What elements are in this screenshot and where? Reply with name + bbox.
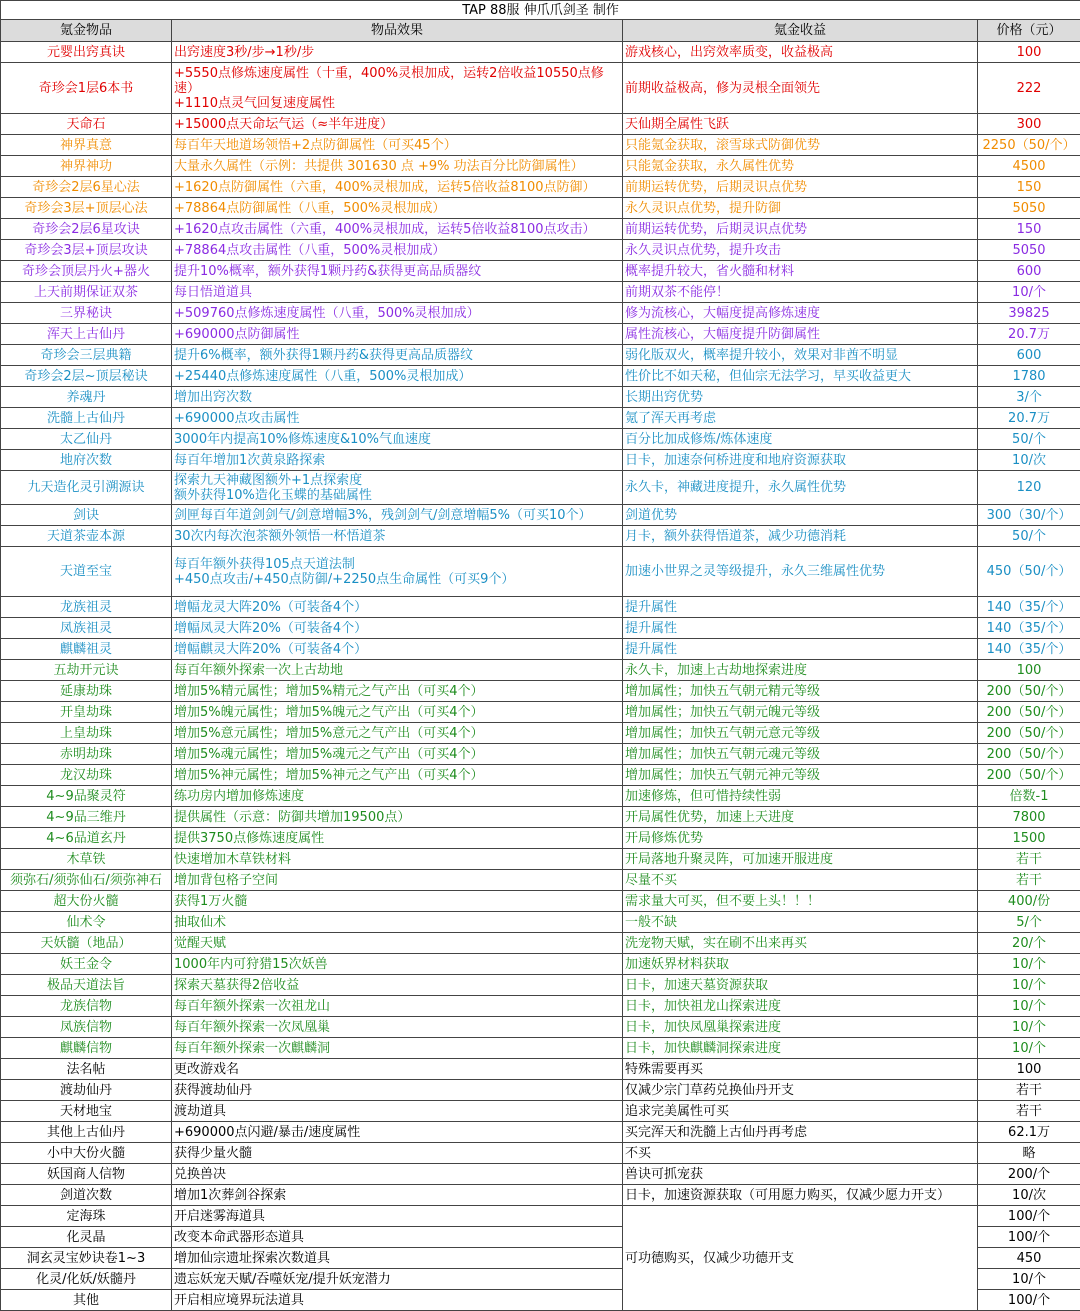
table-row xyxy=(1,505,1080,526)
item-name-cell: 九天造化灵引溯源诀 xyxy=(1,471,172,505)
item-effect-cell: 提升10%概率，额外获得1颗丹药&获得更高品质器纹 xyxy=(172,261,623,282)
item-effect-cell: 3000年内提高10%修炼速度&10%气血速度 xyxy=(172,429,623,450)
item-name-cell: 仙术令 xyxy=(1,912,172,933)
item-name-cell: 养魂丹 xyxy=(1,387,172,408)
item-benefit-cell: 永久卡，加速上古劫地探索进度 xyxy=(623,660,978,681)
item-benefit-cell: 长期出窍优势 xyxy=(623,387,978,408)
item-name-cell: 须弥石/须弥仙石/须弥神石 xyxy=(1,870,172,891)
table-row xyxy=(1,975,1080,996)
table-row xyxy=(1,1143,1080,1164)
table-row xyxy=(1,597,1080,618)
item-benefit-cell: 开局落地升聚灵阵，可加速开服进度 xyxy=(623,849,978,870)
item-name-cell: 天妖髓（地品） xyxy=(1,933,172,954)
item-price-cell: 200（50/个） xyxy=(978,702,1080,723)
item-price-cell: 3/个 xyxy=(978,387,1080,408)
table-row xyxy=(1,156,1080,177)
item-price-cell: 若干 xyxy=(978,1080,1080,1101)
table-row xyxy=(1,996,1080,1017)
item-effect-cell: 提供3750点修炼速度属性 xyxy=(172,828,623,849)
table-row xyxy=(1,891,1080,912)
item-name-cell: 剑道次数 xyxy=(1,1185,172,1206)
item-price-cell: 140（35/个） xyxy=(978,639,1080,660)
item-benefit-cell: 剑道优势 xyxy=(623,505,978,526)
item-name-cell: 4~9品三维丹 xyxy=(1,807,172,828)
table-row xyxy=(1,786,1080,807)
item-benefit-cell: 开局属性优势，加速上天进度 xyxy=(623,807,978,828)
item-name-cell: 其他上古仙丹 xyxy=(1,1122,172,1143)
table-row xyxy=(1,639,1080,660)
header-price: 价格（元） xyxy=(978,20,1080,42)
item-price-cell: 200（50/个） xyxy=(978,681,1080,702)
item-price-cell: 若干 xyxy=(978,1101,1080,1122)
item-benefit-cell: 特殊需要再买 xyxy=(623,1059,978,1080)
table-row xyxy=(1,849,1080,870)
item-price-cell: 50/个 xyxy=(978,429,1080,450)
item-effect-cell: 30次内每次泡茶额外领悟一杯悟道茶 xyxy=(172,526,623,547)
table-row xyxy=(1,933,1080,954)
item-effect-cell: 探索天墓获得2倍收益 xyxy=(172,975,623,996)
item-effect-cell: 增幅麒灵大阵20%（可装备4个） xyxy=(172,639,623,660)
item-effect-cell: +690000点闪避/暴击/速度属性 xyxy=(172,1122,623,1143)
item-benefit-cell: 永久灵识点优势，提升防御 xyxy=(623,198,978,219)
item-name-cell: 奇珍会3层+顶层攻诀 xyxy=(1,240,172,261)
item-effect-cell: 开启相应境界玩法道具 xyxy=(172,1290,623,1311)
table-row xyxy=(1,42,1080,63)
item-price-cell: 5/个 xyxy=(978,912,1080,933)
item-price-cell: 略 xyxy=(978,1143,1080,1164)
item-effect-cell: +25440点修炼速度属性（八重，500%灵根加成） xyxy=(172,366,623,387)
item-name-cell: 天命石 xyxy=(1,114,172,135)
item-effect-cell: 剑匣每百年道剑剑气/剑意增幅3%，残剑剑气/剑意增幅5%（可买10个） xyxy=(172,505,623,526)
item-benefit-cell: 日卡，加速奈何桥进度和地府资源获取 xyxy=(623,450,978,471)
item-price-cell: 100/个 xyxy=(978,1206,1080,1227)
item-name-cell: 上天前期保证双茶 xyxy=(1,282,172,303)
table-row xyxy=(1,765,1080,786)
table-row xyxy=(1,1185,1080,1206)
table-row xyxy=(1,471,1080,505)
table-row xyxy=(1,1038,1080,1059)
item-benefit-cell: 氪了浑天再考虑 xyxy=(623,408,978,429)
item-effect-cell: 增加5%意元属性；增加5%意元之气产出（可买4个） xyxy=(172,723,623,744)
item-effect-cell: 每百年天地道场领悟+2点防御属性（可买45个） xyxy=(172,135,623,156)
item-benefit-cell: 日卡，加速天墓资源获取 xyxy=(623,975,978,996)
item-effect-cell: 增幅龙灵大阵20%（可装备4个） xyxy=(172,597,623,618)
item-price-cell: 150 xyxy=(978,219,1080,240)
item-benefit-cell: 日卡，加快麒麟洞探索进度 xyxy=(623,1038,978,1059)
item-benefit-cell: 不买 xyxy=(623,1143,978,1164)
item-name-cell: 奇珍会2层6星心法 xyxy=(1,177,172,198)
item-effect-cell: 获得渡劫仙丹 xyxy=(172,1080,623,1101)
table-row xyxy=(1,114,1080,135)
table-row xyxy=(1,261,1080,282)
item-price-cell: 600 xyxy=(978,345,1080,366)
item-price-cell: 140（35/个） xyxy=(978,597,1080,618)
item-price-cell: 10/个 xyxy=(978,996,1080,1017)
item-name-cell: 其他 xyxy=(1,1290,172,1311)
item-price-cell: 5050 xyxy=(978,198,1080,219)
item-benefit-cell: 属性流核心，大幅度提升防御属性 xyxy=(623,324,978,345)
item-name-cell: 天道至宝 xyxy=(1,547,172,597)
item-price-cell: 倍数-1 xyxy=(978,786,1080,807)
item-price-cell: 150 xyxy=(978,177,1080,198)
table-row xyxy=(1,366,1080,387)
item-effect-cell: 每日悟道道具 xyxy=(172,282,623,303)
item-name-cell: 剑诀 xyxy=(1,505,172,526)
item-price-cell: 600 xyxy=(978,261,1080,282)
table-row xyxy=(1,1080,1080,1101)
item-benefit-cell: 永久灵识点优势，提升攻击 xyxy=(623,240,978,261)
item-effect-cell: +5550点修炼速度属性（十重，400%灵根加成，运转2倍收益10550点修速） +1110点灵气回复速度属性 xyxy=(172,63,623,114)
item-effect-cell: 提供属性（示意：防御共增加19500点） xyxy=(172,807,623,828)
item-effect-cell: 增加5%精元属性；增加5%精元之气产出（可买4个） xyxy=(172,681,623,702)
item-benefit-cell: 增加属性；加快五气朝元魂元等级 xyxy=(623,744,978,765)
item-benefit-cell: 提升属性 xyxy=(623,639,978,660)
table-row xyxy=(1,954,1080,975)
item-effect-cell: 探索九天神藏图额外+1点探索度 额外获得10%造化玉蝶的基础属性 xyxy=(172,471,623,505)
item-effect-cell: 增加1次葬剑谷探索 xyxy=(172,1185,623,1206)
item-benefit-cell: 修为流核心，大幅度提高修炼速度 xyxy=(623,303,978,324)
table-row xyxy=(1,282,1080,303)
item-price-cell: 39825 xyxy=(978,303,1080,324)
item-price-cell: 若干 xyxy=(978,849,1080,870)
table-row xyxy=(1,177,1080,198)
item-price-cell: 10/个 xyxy=(978,1269,1080,1290)
item-price-cell: 100/个 xyxy=(978,1290,1080,1311)
item-name-cell: 4~6品道玄丹 xyxy=(1,828,172,849)
item-effect-cell: 增加5%魂元属性；增加5%魂元之气产出（可买4个） xyxy=(172,744,623,765)
item-name-cell: 奇珍会2层6星攻诀 xyxy=(1,219,172,240)
item-effect-cell: 增幅凤灵大阵20%（可装备4个） xyxy=(172,618,623,639)
item-effect-cell: 增加仙宗遗址探索次数道具 xyxy=(172,1248,623,1269)
table-row xyxy=(1,240,1080,261)
item-effect-cell: +690000点攻击属性 xyxy=(172,408,623,429)
table-row xyxy=(1,912,1080,933)
table-row xyxy=(1,828,1080,849)
item-benefit-cell: 兽诀可抓宠获 xyxy=(623,1164,978,1185)
item-price-cell: 7800 xyxy=(978,807,1080,828)
item-benefit-cell: 前期运转优势，后期灵识点优势 xyxy=(623,219,978,240)
item-benefit-cell: 开局修炼优势 xyxy=(623,828,978,849)
table-row xyxy=(1,1206,1080,1227)
table-row xyxy=(1,1122,1080,1143)
item-effect-cell: 兑换兽决 xyxy=(172,1164,623,1185)
item-effect-cell: 每百年增加1次黄泉路探索 xyxy=(172,450,623,471)
item-benefit-cell: 天仙期全属性飞跃 xyxy=(623,114,978,135)
item-benefit-cell: 前期运转优势，后期灵识点优势 xyxy=(623,177,978,198)
item-name-cell: 天道茶壶本源 xyxy=(1,526,172,547)
item-name-cell: 神界神功 xyxy=(1,156,172,177)
item-effect-cell: 觉醒天赋 xyxy=(172,933,623,954)
item-price-cell: 若干 xyxy=(978,870,1080,891)
item-price-cell: 200（50/个） xyxy=(978,723,1080,744)
item-name-cell: 元婴出窍真诀 xyxy=(1,42,172,63)
item-benefit-cell: 提升属性 xyxy=(623,597,978,618)
table-row xyxy=(1,387,1080,408)
item-benefit-cell: 日卡，加速资源获取（可用愿力购买，仅减少愿力开支） xyxy=(623,1185,978,1206)
item-benefit-cell: 日卡，加快凤凰巢探索进度 xyxy=(623,1017,978,1038)
item-name-cell: 龙汉劫珠 xyxy=(1,765,172,786)
item-benefit-cell: 追求完美属性可买 xyxy=(623,1101,978,1122)
item-price-cell: 20.7万 xyxy=(978,324,1080,345)
table-row xyxy=(1,1059,1080,1080)
item-name-cell: 奇珍会顶层丹火+器火 xyxy=(1,261,172,282)
item-effect-cell: 增加5%魄元属性；增加5%魄元之气产出（可买4个） xyxy=(172,702,623,723)
item-effect-cell: 遗忘妖宠天赋/吞噬妖宠/提升妖宠潜力 xyxy=(172,1269,623,1290)
item-price-cell: 450（50/个） xyxy=(978,547,1080,597)
item-benefit-cell: 加速妖界材料获取 xyxy=(623,954,978,975)
table-row xyxy=(1,526,1080,547)
item-effect-cell: 开启迷雾海道具 xyxy=(172,1206,623,1227)
item-price-cell: 450 xyxy=(978,1248,1080,1269)
item-name-cell: 凤族信物 xyxy=(1,1017,172,1038)
item-effect-cell: 快速增加木草铁材料 xyxy=(172,849,623,870)
item-name-cell: 五劫开元诀 xyxy=(1,660,172,681)
item-price-cell: 2250（50/个） xyxy=(978,135,1080,156)
item-price-cell: 100 xyxy=(978,1059,1080,1080)
table-row xyxy=(1,345,1080,366)
table-row xyxy=(1,681,1080,702)
item-effect-cell: 获得1万火髓 xyxy=(172,891,623,912)
item-price-cell: 1500 xyxy=(978,828,1080,849)
item-name-cell: 妖王金令 xyxy=(1,954,172,975)
item-price-cell: 5050 xyxy=(978,240,1080,261)
item-benefit-cell: 游戏核心，出窍效率质变，收益极高 xyxy=(623,42,978,63)
item-name-cell: 极品天道法旨 xyxy=(1,975,172,996)
item-name-cell: 超大份火髓 xyxy=(1,891,172,912)
item-name-cell: 洞玄灵宝妙诀卷1~3 xyxy=(1,1248,172,1269)
table-row xyxy=(1,660,1080,681)
item-effect-cell: +690000点防御属性 xyxy=(172,324,623,345)
item-effect-cell: +509760点修炼速度属性（八重，500%灵根加成） xyxy=(172,303,623,324)
table-row xyxy=(1,1017,1080,1038)
item-effect-cell: +78864点防御属性（八重，500%灵根加成） xyxy=(172,198,623,219)
item-price-cell: 4500 xyxy=(978,156,1080,177)
item-price-cell: 10/个 xyxy=(978,1017,1080,1038)
item-benefit-cell: 买完浑天和洗髓上古仙丹再考虑 xyxy=(623,1122,978,1143)
table-row xyxy=(1,702,1080,723)
table-row xyxy=(1,63,1080,114)
table-row xyxy=(1,303,1080,324)
item-effect-cell: 出窍速度3秒/步→1秒/步 xyxy=(172,42,623,63)
item-name-cell: 妖国商人信物 xyxy=(1,1164,172,1185)
item-price-cell: 100 xyxy=(978,42,1080,63)
item-price-cell: 100 xyxy=(978,660,1080,681)
item-effect-cell: 增加背包格子空间 xyxy=(172,870,623,891)
item-effect-cell: 1000年内可狩猎15次妖兽 xyxy=(172,954,623,975)
item-name-cell: 上皇劫珠 xyxy=(1,723,172,744)
item-price-cell: 200（50/个） xyxy=(978,744,1080,765)
item-price-cell: 10/个 xyxy=(978,282,1080,303)
item-name-cell: 神界真意 xyxy=(1,135,172,156)
item-price-cell: 20/个 xyxy=(978,933,1080,954)
item-name-cell: 4~9品聚灵符 xyxy=(1,786,172,807)
table-row xyxy=(1,324,1080,345)
item-effect-cell: 增加5%神元属性；增加5%神元之气产出（可买4个） xyxy=(172,765,623,786)
table-row xyxy=(1,135,1080,156)
table-row xyxy=(1,807,1080,828)
item-benefit-cell: 前期收益极高，修为灵根全面领先 xyxy=(623,63,978,114)
item-effect-cell: 更改游戏名 xyxy=(172,1059,623,1080)
item-name-cell: 龙族祖灵 xyxy=(1,597,172,618)
item-benefit-cell: 提升属性 xyxy=(623,618,978,639)
item-price-cell: 222 xyxy=(978,63,1080,114)
table-row xyxy=(1,1101,1080,1122)
header-row xyxy=(1,20,1080,42)
item-benefit-cell: 日卡，加快祖龙山探索进度 xyxy=(623,996,978,1017)
item-benefit-cell: 尽量不买 xyxy=(623,870,978,891)
table-row xyxy=(1,547,1080,597)
item-effect-cell: 改变本命武器形态道具 xyxy=(172,1227,623,1248)
item-benefit-cell: 增加属性；加快五气朝元魄元等级 xyxy=(623,702,978,723)
item-benefit-cell: 仅减少宗门草药兑换仙丹开支 xyxy=(623,1080,978,1101)
item-effect-cell: 大量永久属性（示例：共提供 301630 点 +9% 功法百分比防御属性） xyxy=(172,156,623,177)
item-price-cell: 10/次 xyxy=(978,450,1080,471)
item-benefit-cell: 弱化版双火，概率提升较小，效果对非酋不明显 xyxy=(623,345,978,366)
item-price-cell: 100/个 xyxy=(978,1227,1080,1248)
item-effect-cell: +1620点防御属性（六重，400%灵根加成，运转5倍收益8100点防御） xyxy=(172,177,623,198)
item-benefit-cell: 只能氪金获取，永久属性优势 xyxy=(623,156,978,177)
item-name-cell: 奇珍会三层典籍 xyxy=(1,345,172,366)
item-price-cell: 200（50/个） xyxy=(978,765,1080,786)
item-name-cell: 奇珍会2层~顶层秘诀 xyxy=(1,366,172,387)
item-benefit-cell: 增加属性；加快五气朝元神元等级 xyxy=(623,765,978,786)
item-name-cell: 麒麟祖灵 xyxy=(1,639,172,660)
item-name-cell: 定海珠 xyxy=(1,1206,172,1227)
item-benefit-cell: 加速小世界之灵等级提升，永久三维属性优势 xyxy=(623,547,978,597)
item-benefit-cell: 只能氪金获取，滚雪球式防御优势 xyxy=(623,135,978,156)
item-price-cell: 300 xyxy=(978,114,1080,135)
item-benefit-cell: 前期双茶不能停！ xyxy=(623,282,978,303)
item-name-cell: 天材地宝 xyxy=(1,1101,172,1122)
item-name-cell: 小中大份火髓 xyxy=(1,1143,172,1164)
item-price-cell: 400/份 xyxy=(978,891,1080,912)
item-name-cell: 麒麟信物 xyxy=(1,1038,172,1059)
item-benefit-cell: 洗宠物天赋，实在刷不出来再买 xyxy=(623,933,978,954)
item-name-cell: 奇珍会3层+顶层心法 xyxy=(1,198,172,219)
item-price-cell: 10/个 xyxy=(978,954,1080,975)
item-name-cell: 开皇劫珠 xyxy=(1,702,172,723)
item-price-cell: 1780 xyxy=(978,366,1080,387)
item-benefit-cell: 可功德购买，仅减少功德开支 xyxy=(623,1206,978,1311)
item-effect-cell: 获得少量火髓 xyxy=(172,1143,623,1164)
item-price-cell: 10/个 xyxy=(978,975,1080,996)
item-price-cell: 120 xyxy=(978,471,1080,505)
item-benefit-cell: 增加属性；加快五气朝元精元等级 xyxy=(623,681,978,702)
table-row xyxy=(1,1164,1080,1185)
item-effect-cell: 每百年额外获得105点天道法制 +450点攻击/+450点防御/+2250点生命属性（可买9个） xyxy=(172,547,623,597)
item-name-cell: 化灵晶 xyxy=(1,1227,172,1248)
item-price-cell: 62.1万 xyxy=(978,1122,1080,1143)
item-name-cell: 太乙仙丹 xyxy=(1,429,172,450)
table-row xyxy=(1,429,1080,450)
item-effect-cell: 每百年额外探索一次祖龙山 xyxy=(172,996,623,1017)
item-benefit-cell: 加速修炼，但可惜持续性弱 xyxy=(623,786,978,807)
item-price-cell: 10/次 xyxy=(978,1185,1080,1206)
item-name-cell: 地府次数 xyxy=(1,450,172,471)
item-name-cell: 赤明劫珠 xyxy=(1,744,172,765)
item-effect-cell: 抽取仙术 xyxy=(172,912,623,933)
item-effect-cell: 每百年额外探索一次凤凰巢 xyxy=(172,1017,623,1038)
table-row xyxy=(1,219,1080,240)
table-row xyxy=(1,870,1080,891)
table-row xyxy=(1,408,1080,429)
table-title: TAP 88服 伸爪爪剑圣 制作 xyxy=(1,1,1080,20)
item-name-cell: 凤族祖灵 xyxy=(1,618,172,639)
item-name-cell: 奇珍会1层6本书 xyxy=(1,63,172,114)
header-effect: 物品效果 xyxy=(172,20,623,42)
item-name-cell: 延康劫珠 xyxy=(1,681,172,702)
item-name-cell: 龙族信物 xyxy=(1,996,172,1017)
item-effect-cell: 渡劫道具 xyxy=(172,1101,623,1122)
item-name-cell: 木草铁 xyxy=(1,849,172,870)
item-effect-cell: 每百年额外探索一次上古劫地 xyxy=(172,660,623,681)
item-name-cell: 渡劫仙丹 xyxy=(1,1080,172,1101)
item-effect-cell: 练功房内增加修炼速度 xyxy=(172,786,623,807)
item-name-cell: 法名帖 xyxy=(1,1059,172,1080)
item-benefit-cell: 概率提升较大，省火髓和材料 xyxy=(623,261,978,282)
item-effect-cell: +78864点攻击属性（八重，500%灵根加成） xyxy=(172,240,623,261)
item-name-cell: 化灵/化妖/妖髓丹 xyxy=(1,1269,172,1290)
item-benefit-cell: 月卡，额外获得悟道茶，减少功德消耗 xyxy=(623,526,978,547)
item-effect-cell: 提升6%概率，额外获得1颗丹药&获得更高品质器纹 xyxy=(172,345,623,366)
table-row xyxy=(1,744,1080,765)
item-price-cell: 140（35/个） xyxy=(978,618,1080,639)
item-name-cell: 洗髓上古仙丹 xyxy=(1,408,172,429)
title-row xyxy=(1,1,1080,20)
item-benefit-cell: 百分比加成修炼/炼体速度 xyxy=(623,429,978,450)
header-item: 氪金物品 xyxy=(1,20,172,42)
table-row xyxy=(1,198,1080,219)
table-row xyxy=(1,723,1080,744)
header-benefit: 氪金收益 xyxy=(623,20,978,42)
table-body xyxy=(1,1,1080,1311)
item-price-cell: 10/个 xyxy=(978,1038,1080,1059)
item-price-cell: 200/个 xyxy=(978,1164,1080,1185)
item-price-cell: 20.7万 xyxy=(978,408,1080,429)
item-effect-cell: 增加出窍次数 xyxy=(172,387,623,408)
table-row xyxy=(1,450,1080,471)
item-benefit-cell: 增加属性；加快五气朝元意元等级 xyxy=(623,723,978,744)
table-row xyxy=(1,618,1080,639)
item-name-cell: 三界秘诀 xyxy=(1,303,172,324)
item-benefit-cell: 需求量大可买，但不要上头！！！ xyxy=(623,891,978,912)
item-price-cell: 50/个 xyxy=(978,526,1080,547)
item-effect-cell: +15000点天命坛气运（≈半年进度） xyxy=(172,114,623,135)
item-effect-cell: +1620点攻击属性（六重，400%灵根加成，运转5倍收益8100点攻击） xyxy=(172,219,623,240)
item-name-cell: 浑天上古仙丹 xyxy=(1,324,172,345)
item-effect-cell: 每百年额外探索一次麒麟洞 xyxy=(172,1038,623,1059)
item-benefit-cell: 性价比不如天秘，但仙宗无法学习，早买收益更大 xyxy=(623,366,978,387)
item-price-cell: 300（30/个） xyxy=(978,505,1080,526)
item-benefit-cell: 一般不缺 xyxy=(623,912,978,933)
item-benefit-cell: 永久卡，神藏进度提升，永久属性优势 xyxy=(623,471,978,505)
